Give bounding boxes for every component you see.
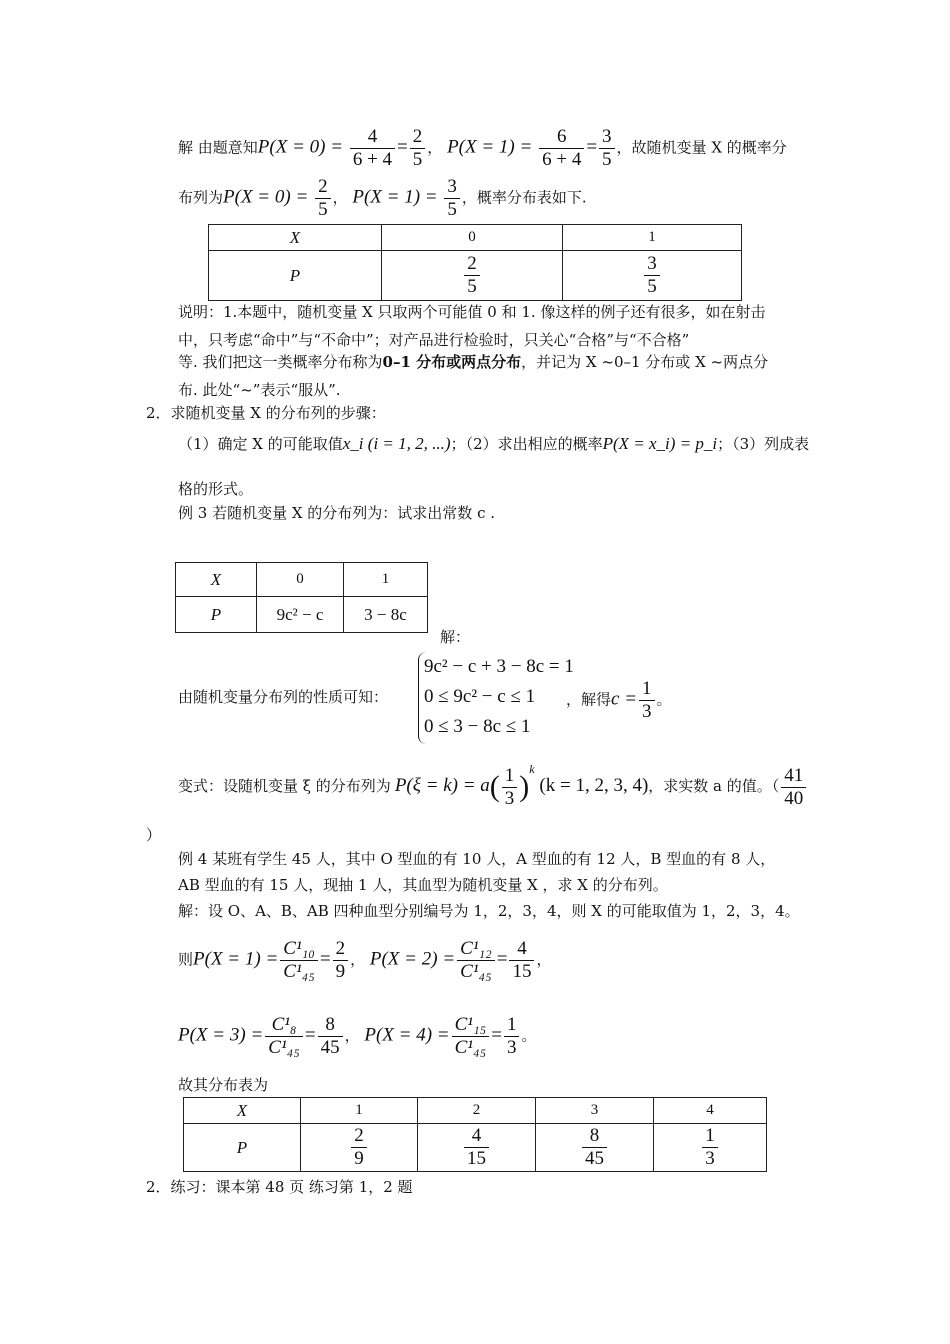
practice-line: 2．练习：课本第 48 页 练习第 1，2 题: [146, 1178, 413, 1196]
distribution-table-1: [208, 224, 742, 301]
table1-value-1: $\frac{3}{5}$: [563, 251, 742, 301]
table1-header-0: 0: [382, 225, 563, 251]
example3-value-0: 9c² − c: [257, 597, 344, 633]
solution-line-1: 解 由题意知P(X = 0) = $\frac{4}{6 + 4}$ = $\frac{2}{5}$ ， P(X = 1) = $\frac{6}{6 + 4}$ = $\frac{3}{5}$ ，故随机变量 X 的概率分: [178, 126, 787, 170]
note-line-4: 布. 此处“~”表示“服从”.: [178, 381, 341, 399]
example3-property-text: 由随机变量分布列的性质可知：: [178, 688, 389, 706]
example3-result: ，解得c = $\frac{1}{3}$ 。: [566, 678, 672, 722]
prob-x0-lhs: P(X = 0) =: [257, 136, 344, 158]
system-eq-3: 0 ≤ 3 − 8c ≤ 1: [424, 716, 531, 737]
steps-math-xi: x_i (i = 1, 2, ...): [342, 434, 451, 453]
solution-line-2: 布列为P(X = 0) = $\frac{2}{5}$ ， P(X = 1) = $\frac{3}{5}$ ，概率分布表如下.: [178, 176, 587, 220]
note-line-2: 中，只考虑“命中”与“不命中”；对产品进行检验时，只关心“合格”与“不合格”: [178, 331, 690, 349]
example4-line-1: 例 4 某班有学生 45 人，其中 O 型血的有 10 人，A 型血的有 12 人，B 型血的有 8 人，: [178, 850, 776, 868]
steps-line-2: 格的形式。: [178, 480, 254, 498]
example3-table: X 0 1 P 9c² − c 3 − 8c: [175, 562, 428, 633]
example3-solution-label: 解：: [440, 628, 471, 646]
solution-prefix: 解 由题意知: [178, 138, 258, 157]
table1-header-1: 1: [563, 225, 742, 251]
variant-line: 变式：设随机变量 ξ 的分布列为 P(ξ = k) = a( $\frac{1}{3}$ )$^k$ (k = 1, 2, 3, 4)，求实数 a 的值。（ $\frac{41}{40}$: [178, 762, 808, 809]
example4-table: X 1 2 3 4 P $\frac{2}{9}$ $\frac{4}{15}$ $\frac{8}{45}$ $\frac{1}{3}$: [183, 1097, 767, 1172]
fraction-2-over-5: $\frac{2}{5}$: [410, 126, 426, 171]
fraction-6-over-10: $\frac{6}{6 + 4}$: [539, 126, 584, 171]
example4-probs-row-2: P(X = 3) = $\frac{\text{C¹₈}}{\text{C¹₄₅}}$ = $\frac{8}{45}$ ， P(X = 4) = $\frac{\text{C¹₁₅}}{\text{C¹₄₅}}$ = $\frac{1}{3}$ 。: [178, 1014, 537, 1058]
example4-probs-row-1: 则P(X = 1) = $\frac{\text{C¹₁₀}}{\text{C¹₄₅}}$ = $\frac{2}{9}$ ， P(X = 2) = $\frac{\text{C¹₁₂}}{\text{C¹₄₅}}$ = $\frac{4}{15}$ ，: [178, 938, 552, 982]
example4-table-caption: 故其分布表为: [178, 1076, 269, 1094]
table1-header-x: X: [209, 225, 382, 251]
variant-answer: $\frac{41}{40}$: [781, 765, 806, 810]
steps-line-1: （1）确定 X 的可能取值x_i (i = 1, 2, ...)；（2）求出相应的概率P(X = x_i) = p_i；（3）列成表: [178, 434, 810, 453]
system-eq-2: 0 ≤ 9c² − c ≤ 1: [424, 686, 536, 707]
example4-line-2: AB 型血的有 15 人，现抽 1 人，其血型为随机变量 X ，求 X 的分布列。: [178, 876, 668, 894]
variant-closing: ）: [146, 826, 162, 844]
table1-row-label: P: [209, 251, 382, 301]
system-eq-1: 9c² − c + 3 − 8c = 1: [424, 656, 574, 677]
fraction-3-over-5: $\frac{3}{5}$: [599, 126, 615, 171]
example3-value-1: 3 − 8c: [344, 597, 428, 633]
fraction-4-over-10: $\frac{4}{6 + 4}$: [350, 126, 395, 171]
steps-math-prob: P(X = x_i) = p_i: [602, 434, 718, 453]
note-line-1: 说明：1.本题中，随机变量 X 只取两个可能值 0 和 1. 像这样的例子还有很多，如在射击: [178, 303, 766, 321]
note-bold-term: 0–1 分布或两点分布: [382, 353, 522, 371]
prob-x1-lhs: P(X = 1) =: [447, 136, 533, 158]
table1-value-0: $\frac{2}{5}$: [382, 251, 563, 301]
example3-title: 例 3 若随机变量 X 的分布列为：试求出常数 c .: [178, 504, 496, 522]
steps-title: 2．求随机变量 X 的分布列的步骤：: [146, 404, 386, 422]
note-line-3: 等. 我们把这一类概率分布称为0–1 分布或两点分布，并记为 X ~0–1 分布或 X ~两点分: [178, 353, 769, 371]
example4-line-3: 解：设 O、A、B、AB 四种血型分别编号为 1，2，3，4，则 X 的可能取值为 1，2，3，4。: [178, 902, 800, 920]
